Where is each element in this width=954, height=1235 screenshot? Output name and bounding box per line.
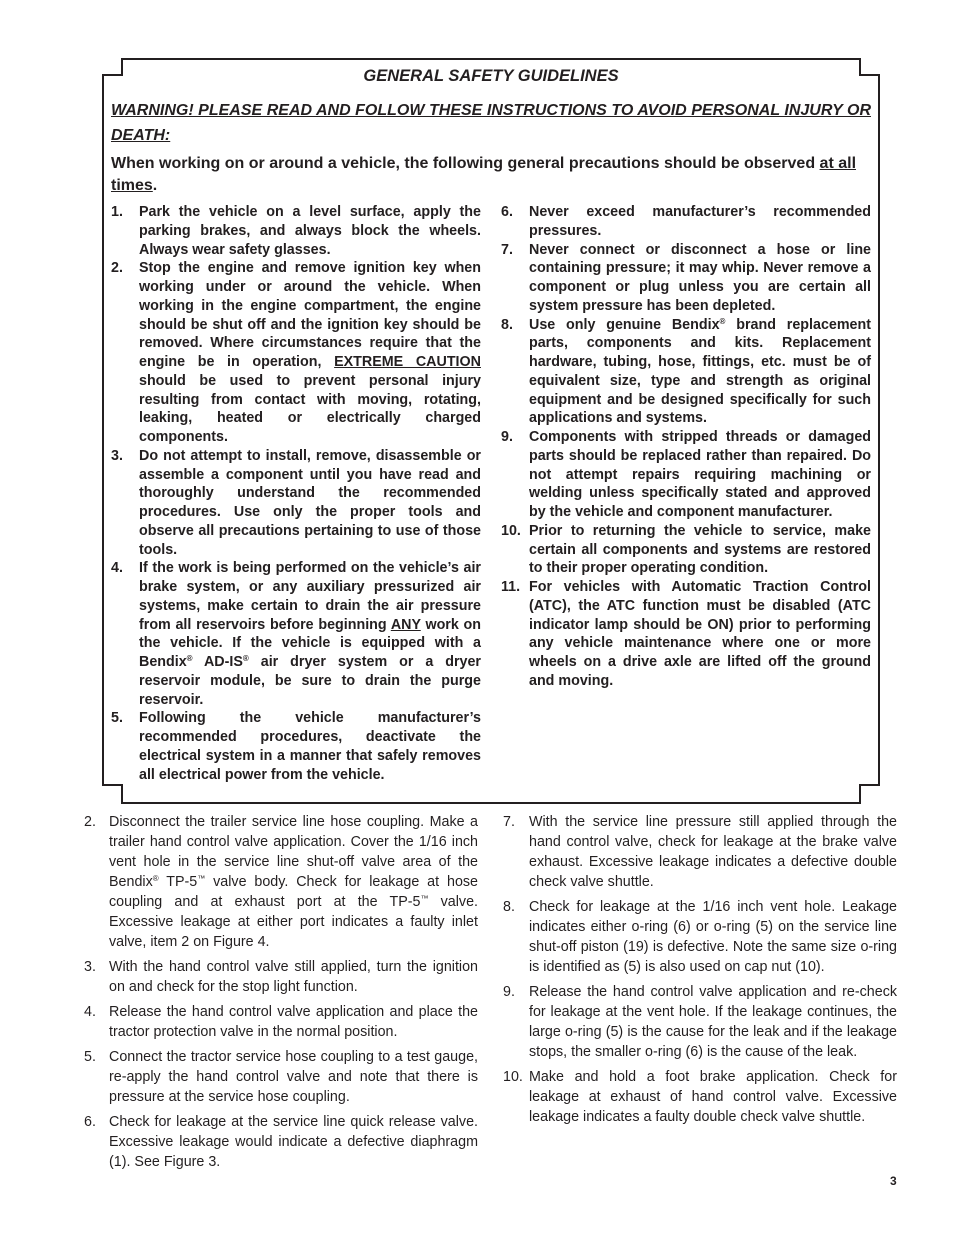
procedure-step: 2. Disconnect the trailer service line hose coupling. Make a trailer hand control valve application. Cover the 1/16 inch vent hole in the service line shut-off valve area of the Bendix® TP-5™ valve body. Check for leakage at hose coupling and at exhaust port at the TP-5™ valve. Excessive leakage at either port indicates a faulty inlet valve, item 2 on Figure 4.	[84, 814, 478, 950]
safety-list-right	[501, 203, 871, 691]
procedure-step: 5. Connect the tractor service hose coupling to a test gauge, re-apply the hand control valve and note that there is pressure at the service hose coupling.	[84, 1049, 478, 1105]
safety-item: 6. Never exceed manufacturer’s recommended pressures.	[501, 204, 871, 239]
procedure-step: 8. Check for leakage at the 1/16 inch vent hole. Leakage indicates either o-ring (6) or o-ring (5) on the service line shut-off piston (19) is defective. Note the same size o-ring is identified as (5) is also used on cap nut (10).	[503, 899, 897, 975]
procedure-step: 9. Release the hand control valve application and re-check for leakage at the vent hole. If the leakage continues, the large o-ring (5) is the cause for the leak and if the leakage stops, the smaller o-ring (6) is the cause of the leak.	[503, 984, 897, 1060]
safety-item: 7. Never connect or disconnect a hose or line containing pressure; it may whip. Never remove a component or plug unless you are certain all system pressure has been depleted.	[501, 241, 871, 314]
procedure-step: 3. With the hand control valve still applied, turn the ignition on and check for the stop light function.	[84, 959, 478, 995]
safety-item: 9. Components with stripped threads or damaged parts should be replaced rather than repaired. Do not attempt repairs requiring machining or welding unless specifically stated and approved by the vehicle and component manufacturer.	[501, 429, 871, 520]
page-number: 3	[890, 1174, 897, 1188]
procedure-list-left	[84, 812, 478, 1177]
safety-item: 5. Following the vehicle manufacturer’s recommended procedures, deactivate the electrical system in a manner that safely removes all electrical power from the vehicle.	[111, 710, 481, 783]
procedure-step: 4. Release the hand control valve application and place the tractor protection valve in the normal position.	[84, 1004, 478, 1040]
safety-item: 11. For vehicles with Automatic Traction Control (ATC), the ATC function must be disabled (ATC indicator lamp should be ON) prior to performing any vehicle maintenance where one or more wheels on a drive axle are lifted off the ground and moving.	[501, 579, 871, 689]
safety-item: 10. Prior to returning the vehicle to service, make certain all components and systems are restored to their proper operating condition.	[501, 522, 871, 577]
safety-item: 1. Park the vehicle on a level surface, apply the parking brakes, and always block the wheels. Always wear safety glasses.	[111, 204, 481, 258]
safety-item: 3. Do not attempt to install, remove, disassemble or assemble a component until you have read and thoroughly understand the recommended procedures. Use only the proper tools and observe all precautions pertaining to use of those tools.	[111, 447, 481, 558]
safety-item: 8. Use only genuine Bendix® brand replacement parts, components and kits. Replacement hardware, tubing, hose, fittings, etc. must be of equivalent size, type and strength as original equipment and be designed specifically for such applications and systems.	[501, 316, 872, 427]
safety-guidelines-box	[102, 58, 880, 804]
safety-warning: WARNING! PLEASE READ AND FOLLOW THESE INSTRUCTIONS TO AVOID PERSONAL INJURY OR DEATH:	[111, 102, 871, 144]
safety-list-left	[111, 203, 481, 784]
procedure-step: 10. Make and hold a foot brake application. Check for leakage at exhaust of hand control valve. Excessive leakage indicates a faulty double check valve shuttle.	[503, 1069, 897, 1125]
procedure-step: 7. With the service line pressure still applied through the hand control valve, check for leakage at the brake valve exhaust. Excessive leakage indicates a defective double check valve shuttle.	[503, 814, 897, 890]
procedure-step: 6. Check for leakage at the service line quick release valve. Excessive leakage would indicate a defective diaphragm (1). See Figure 3.	[84, 1114, 478, 1170]
safety-item: 2. Stop the engine and remove ignition key when working under or around the vehicle. When working in the engine compartment, the engine should be shut off and the ignition key should be removed. Where circumstances require that the engine be in operation, EXTREME CAUTION should be used to prevent personal injury resulting from contact with moving, rotating, leaking, heated or electrically charged components.	[111, 260, 481, 445]
safety-item: 4. If the work is being performed on the vehicle’s air brake system, or any auxiliary pressurized air systems, make certain to drain the air pressure from all reservoirs before beginning ANY work on the vehicle. If the vehicle is equipped with a Bendix® AD-IS® air dryer system or a dryer reservoir module, be sure to drain the purge reservoir.	[111, 560, 481, 708]
safety-intro: When working on or around a vehicle, the following general precautions should be observed at all times.	[111, 155, 857, 194]
safety-title: GENERAL SAFETY GUIDELINES	[363, 67, 619, 85]
procedure-list-right	[503, 812, 897, 1132]
